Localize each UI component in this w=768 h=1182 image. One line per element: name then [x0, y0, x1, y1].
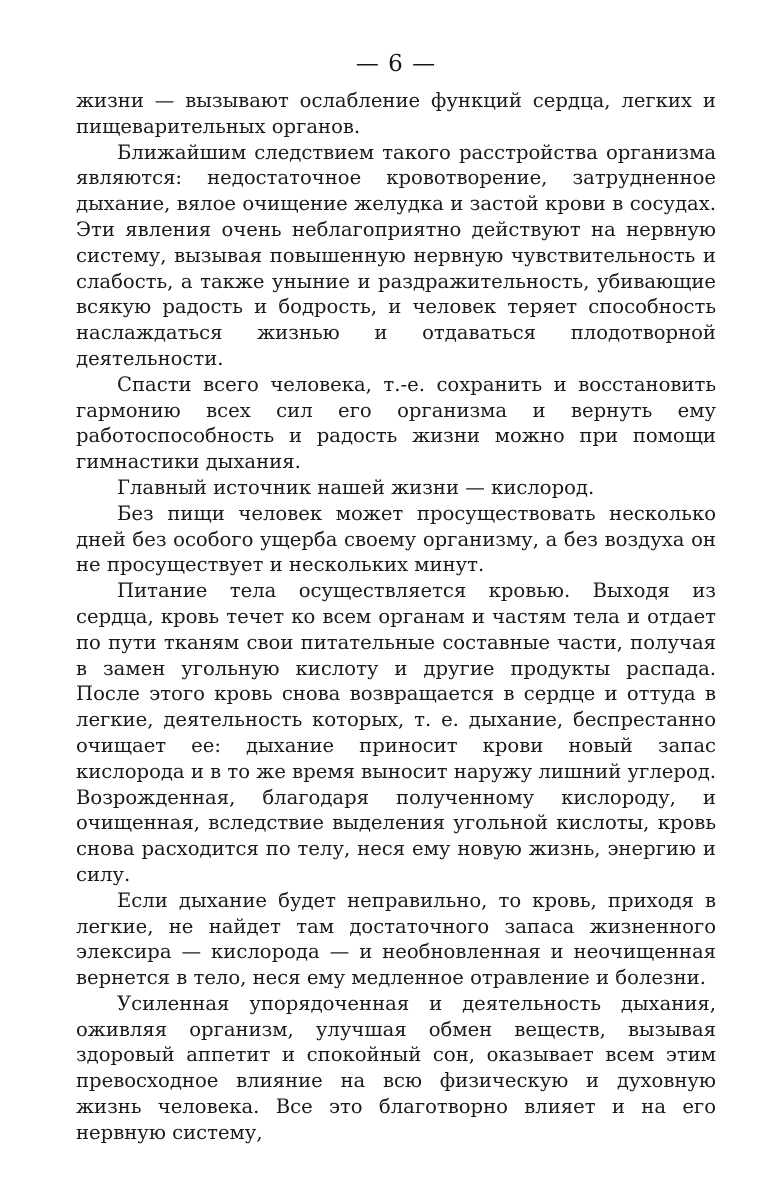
paragraph: жизни — вызывают ослабление функций сердца, легких и пищеварительных органов. [76, 89, 716, 138]
paragraph: Если дыхание будет неправильно, то кровь, приходя в легкие, не найдет там достаточного запаса жизненного элексира — кислорода — и необновленная и неочищенная вернется в тело, неся ему медленное отравление и болезни. [76, 888, 716, 990]
paragraph: Ближайшим следствием такого расстройства организма являются: недостаточное кровотворение, затрудненное дыхание, вялое очищение желудка и застой крови в сосудах. Эти явления очень неблагоприятно действуют на нервную систему, вызывая повышенную нервную чувствительность и слабость, а также уныние и раздражительность, убивающие всякую радость и бодрость, и человек теряет способность наслаждаться жизнью и отдаваться плодотворной деятельности. [76, 140, 716, 370]
paragraph: Усиленная упорядоченная и деятельность дыхания, оживляя организм, улучшая обмен веществ, вызывая здоровый аппетит и спокойный сон, оказывает всем этим превосходное влияние на всю физическую и духовную жизнь человека. Все это благотворно влияет и на его нервную систему, [76, 991, 716, 1144]
book-page [76, 48, 716, 1146]
page-number: — 6 — [355, 51, 437, 77]
page-text [76, 88, 716, 1146]
paragraph: Питание тела осуществляется кровью. Выходя из сердца, кровь течет ко всем органам и частям тела и отдает по пути тканям свои питательные составные части, получая в замен угольную кислоту и другие продукты распада. После этого кровь снова возвращается в сердце и оттуда в легкие, деятельность которых, т. е. дыхание, беспрестанно очищает ее: дыхание приносит крови новый запас кислорода и в то же время выносит наружу лишний углерод. Возрожденная, благодаря полученному кислороду, и очищенная, вследствие выделения угольной кислоты, кровь снова расходится по телу, неся ему новую жизнь, энергию и силу. [76, 579, 716, 886]
paragraph: Без пищи человек может просуществовать несколько дней без особого ущерба своему организму, а без воздуха он не просуществует и нескольких минут. [76, 501, 716, 577]
paragraph: Спасти всего человека, т.-е. сохранить и восстановить гармонию всех сил его организма и вернуть ему работоспособность и радость жизни можно при помощи гимнастики дыхания. [76, 372, 716, 474]
paragraph: Главный источник нашей жизни — кислород. [117, 475, 595, 499]
